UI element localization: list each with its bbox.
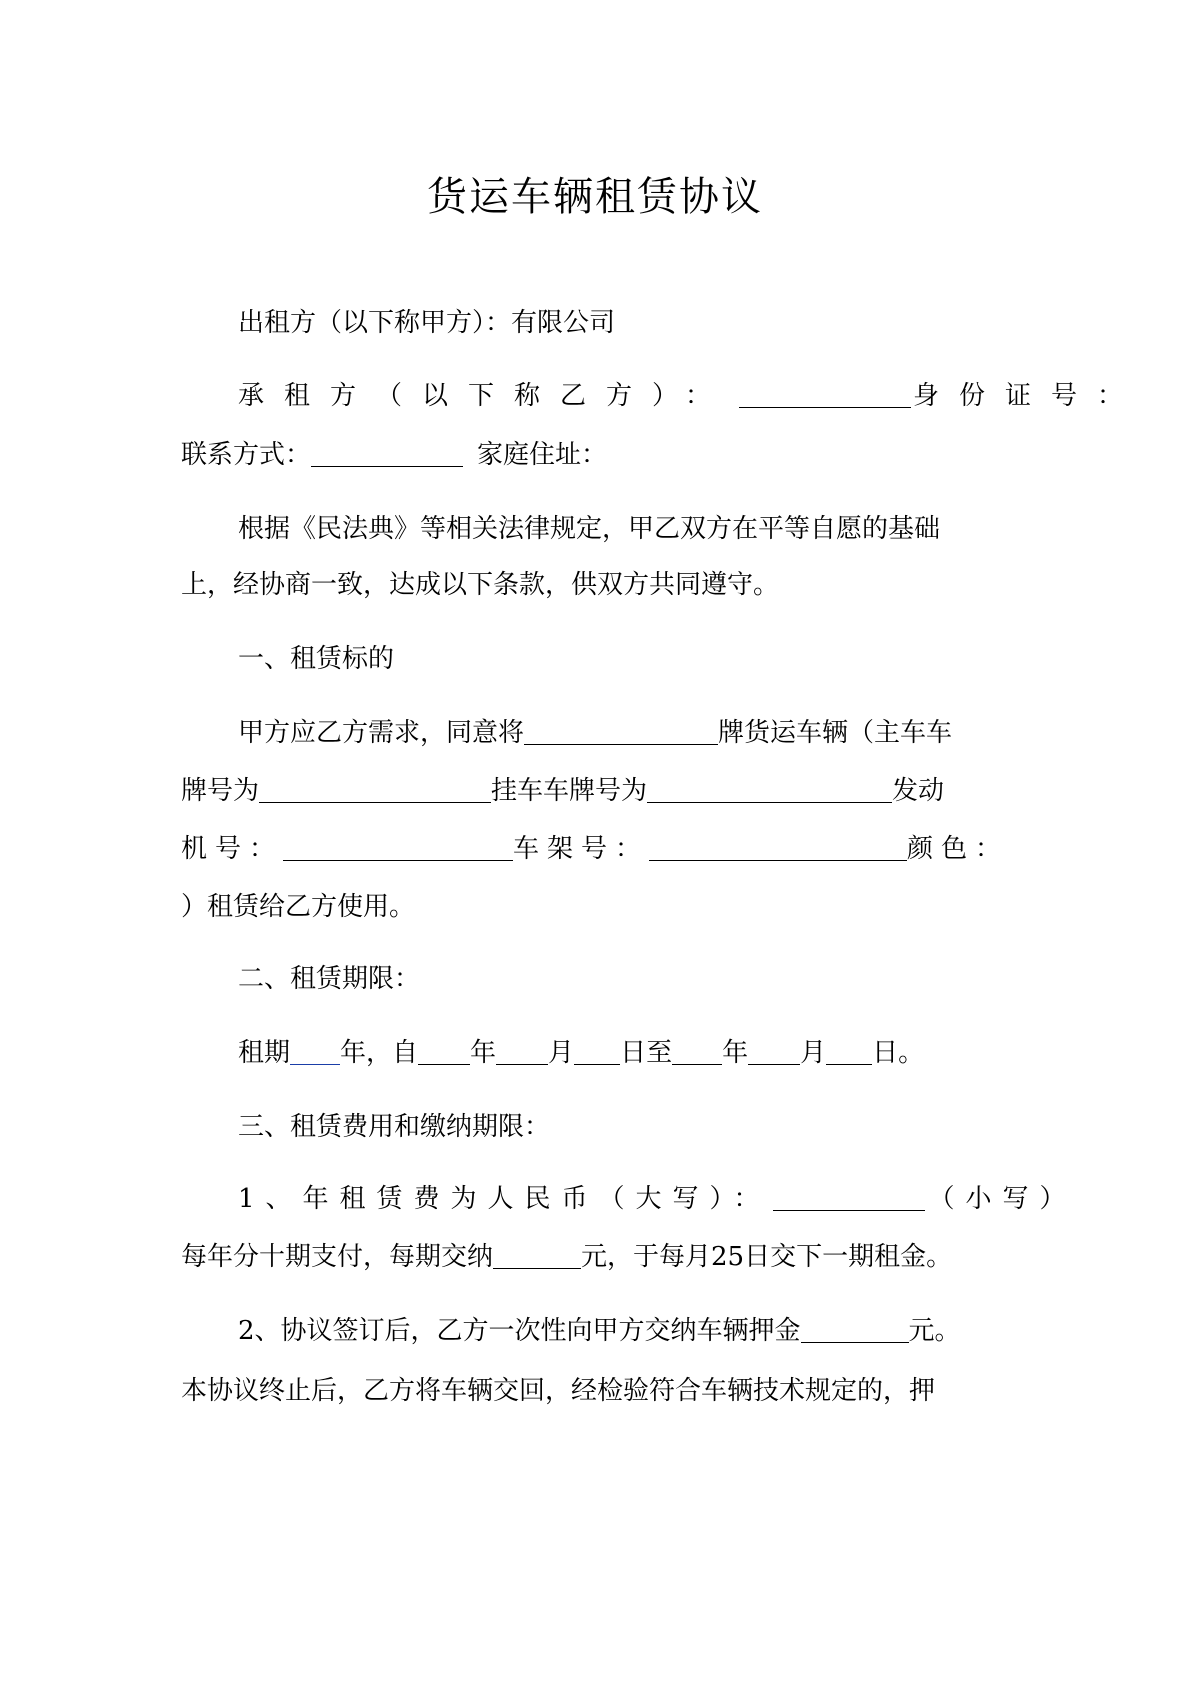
lessee-label: 承租方（以下称乙方）： <box>238 381 732 411</box>
p1-line-2 <box>181 1239 1021 1275</box>
term-text-2: 年，自 <box>340 1038 419 1068</box>
s1-text-a: 甲方应乙方需求，同意将 <box>238 718 525 748</box>
term-text-7: 月 <box>800 1038 827 1068</box>
contact-line <box>181 437 1021 473</box>
deposit-blank <box>801 1314 909 1343</box>
term-text-8: 日。 <box>872 1038 925 1068</box>
s1-text-f: 机号： <box>181 834 284 864</box>
p1-text-a: 1、年租赁费为人民币（大写）： <box>238 1184 771 1214</box>
term-years-blank <box>290 1036 340 1065</box>
section-3-heading: 三、租赁费用和缴纳期限： <box>238 1112 551 1142</box>
start-year-blank <box>418 1036 470 1065</box>
id-label: 身份证号： <box>913 381 1144 411</box>
term-text-1: 租期 <box>238 1038 291 1068</box>
end-day-blank <box>826 1036 872 1065</box>
start-month-blank <box>496 1036 548 1065</box>
s1-line-4: ）租赁给乙方使用。 <box>181 892 416 922</box>
p2-text-b: 元。 <box>908 1316 961 1346</box>
trailer-plate-blank <box>647 774 892 803</box>
s1-text-h: 颜色： <box>907 834 1010 864</box>
lessee-line <box>181 378 1144 414</box>
main-plate-blank <box>259 774 491 803</box>
end-year-blank <box>672 1036 722 1065</box>
p1-text-d: 元，于每月25日交下一期租金。 <box>581 1242 953 1272</box>
p2-line-2: 本协议终止后，乙方将车辆交回，经检验符合车辆技术规定的，押 <box>181 1376 936 1406</box>
p1-text-c: 每年分十期支付，每期交纳 <box>181 1242 494 1272</box>
term-text-6: 年 <box>722 1038 749 1068</box>
s1-text-b: 牌货运车辆（主车车 <box>718 718 953 748</box>
annual-rent-uppercase-blank <box>773 1182 925 1211</box>
term-text-3: 年 <box>470 1038 497 1068</box>
installment-amount-blank <box>493 1240 581 1269</box>
lessee-name-blank <box>739 379 911 408</box>
document-title: 货运车辆租赁协议 <box>427 174 763 220</box>
p2-line-1 <box>181 1313 1078 1349</box>
p1-line-1 <box>181 1181 1078 1217</box>
s1-text-c: 牌号为 <box>181 776 260 806</box>
brand-blank <box>524 716 718 745</box>
term-line <box>181 1035 1078 1071</box>
p2-text-a: 2、协议签订后，乙方一次性向甲方交纳车辆押金 <box>238 1316 801 1346</box>
engine-number-blank <box>283 832 513 861</box>
address-label: 家庭住址： <box>477 440 608 470</box>
intro-line-1: 根据《民法典》等相关法律规定，甲乙双方在平等自愿的基础 <box>238 514 941 544</box>
term-text-4: 月 <box>548 1038 575 1068</box>
s1-text-e: 发动 <box>892 776 945 806</box>
frame-number-blank <box>649 832 907 861</box>
contact-blank <box>311 438 463 467</box>
intro-line-2: 上，经协商一致，达成以下条款，供双方共同遵守。 <box>181 570 780 600</box>
s1-text-g: 车架号： <box>513 834 650 864</box>
p1-text-b: （小写） <box>928 1184 1077 1214</box>
s1-line-3 <box>181 831 1021 867</box>
term-text-5: 日至 <box>620 1038 673 1068</box>
start-day-blank <box>574 1036 620 1065</box>
section-2-heading: 二、租赁期限： <box>238 964 421 994</box>
end-month-blank <box>748 1036 800 1065</box>
lessor-line: 出租方（以下称甲方）：有限公司 <box>238 308 616 338</box>
contact-label: 联系方式： <box>181 440 312 470</box>
s1-line-1 <box>181 715 1078 751</box>
s1-line-2 <box>181 773 1021 809</box>
s1-text-d: 挂车车牌号为 <box>491 776 648 806</box>
section-1-heading: 一、租赁标的 <box>238 644 395 674</box>
